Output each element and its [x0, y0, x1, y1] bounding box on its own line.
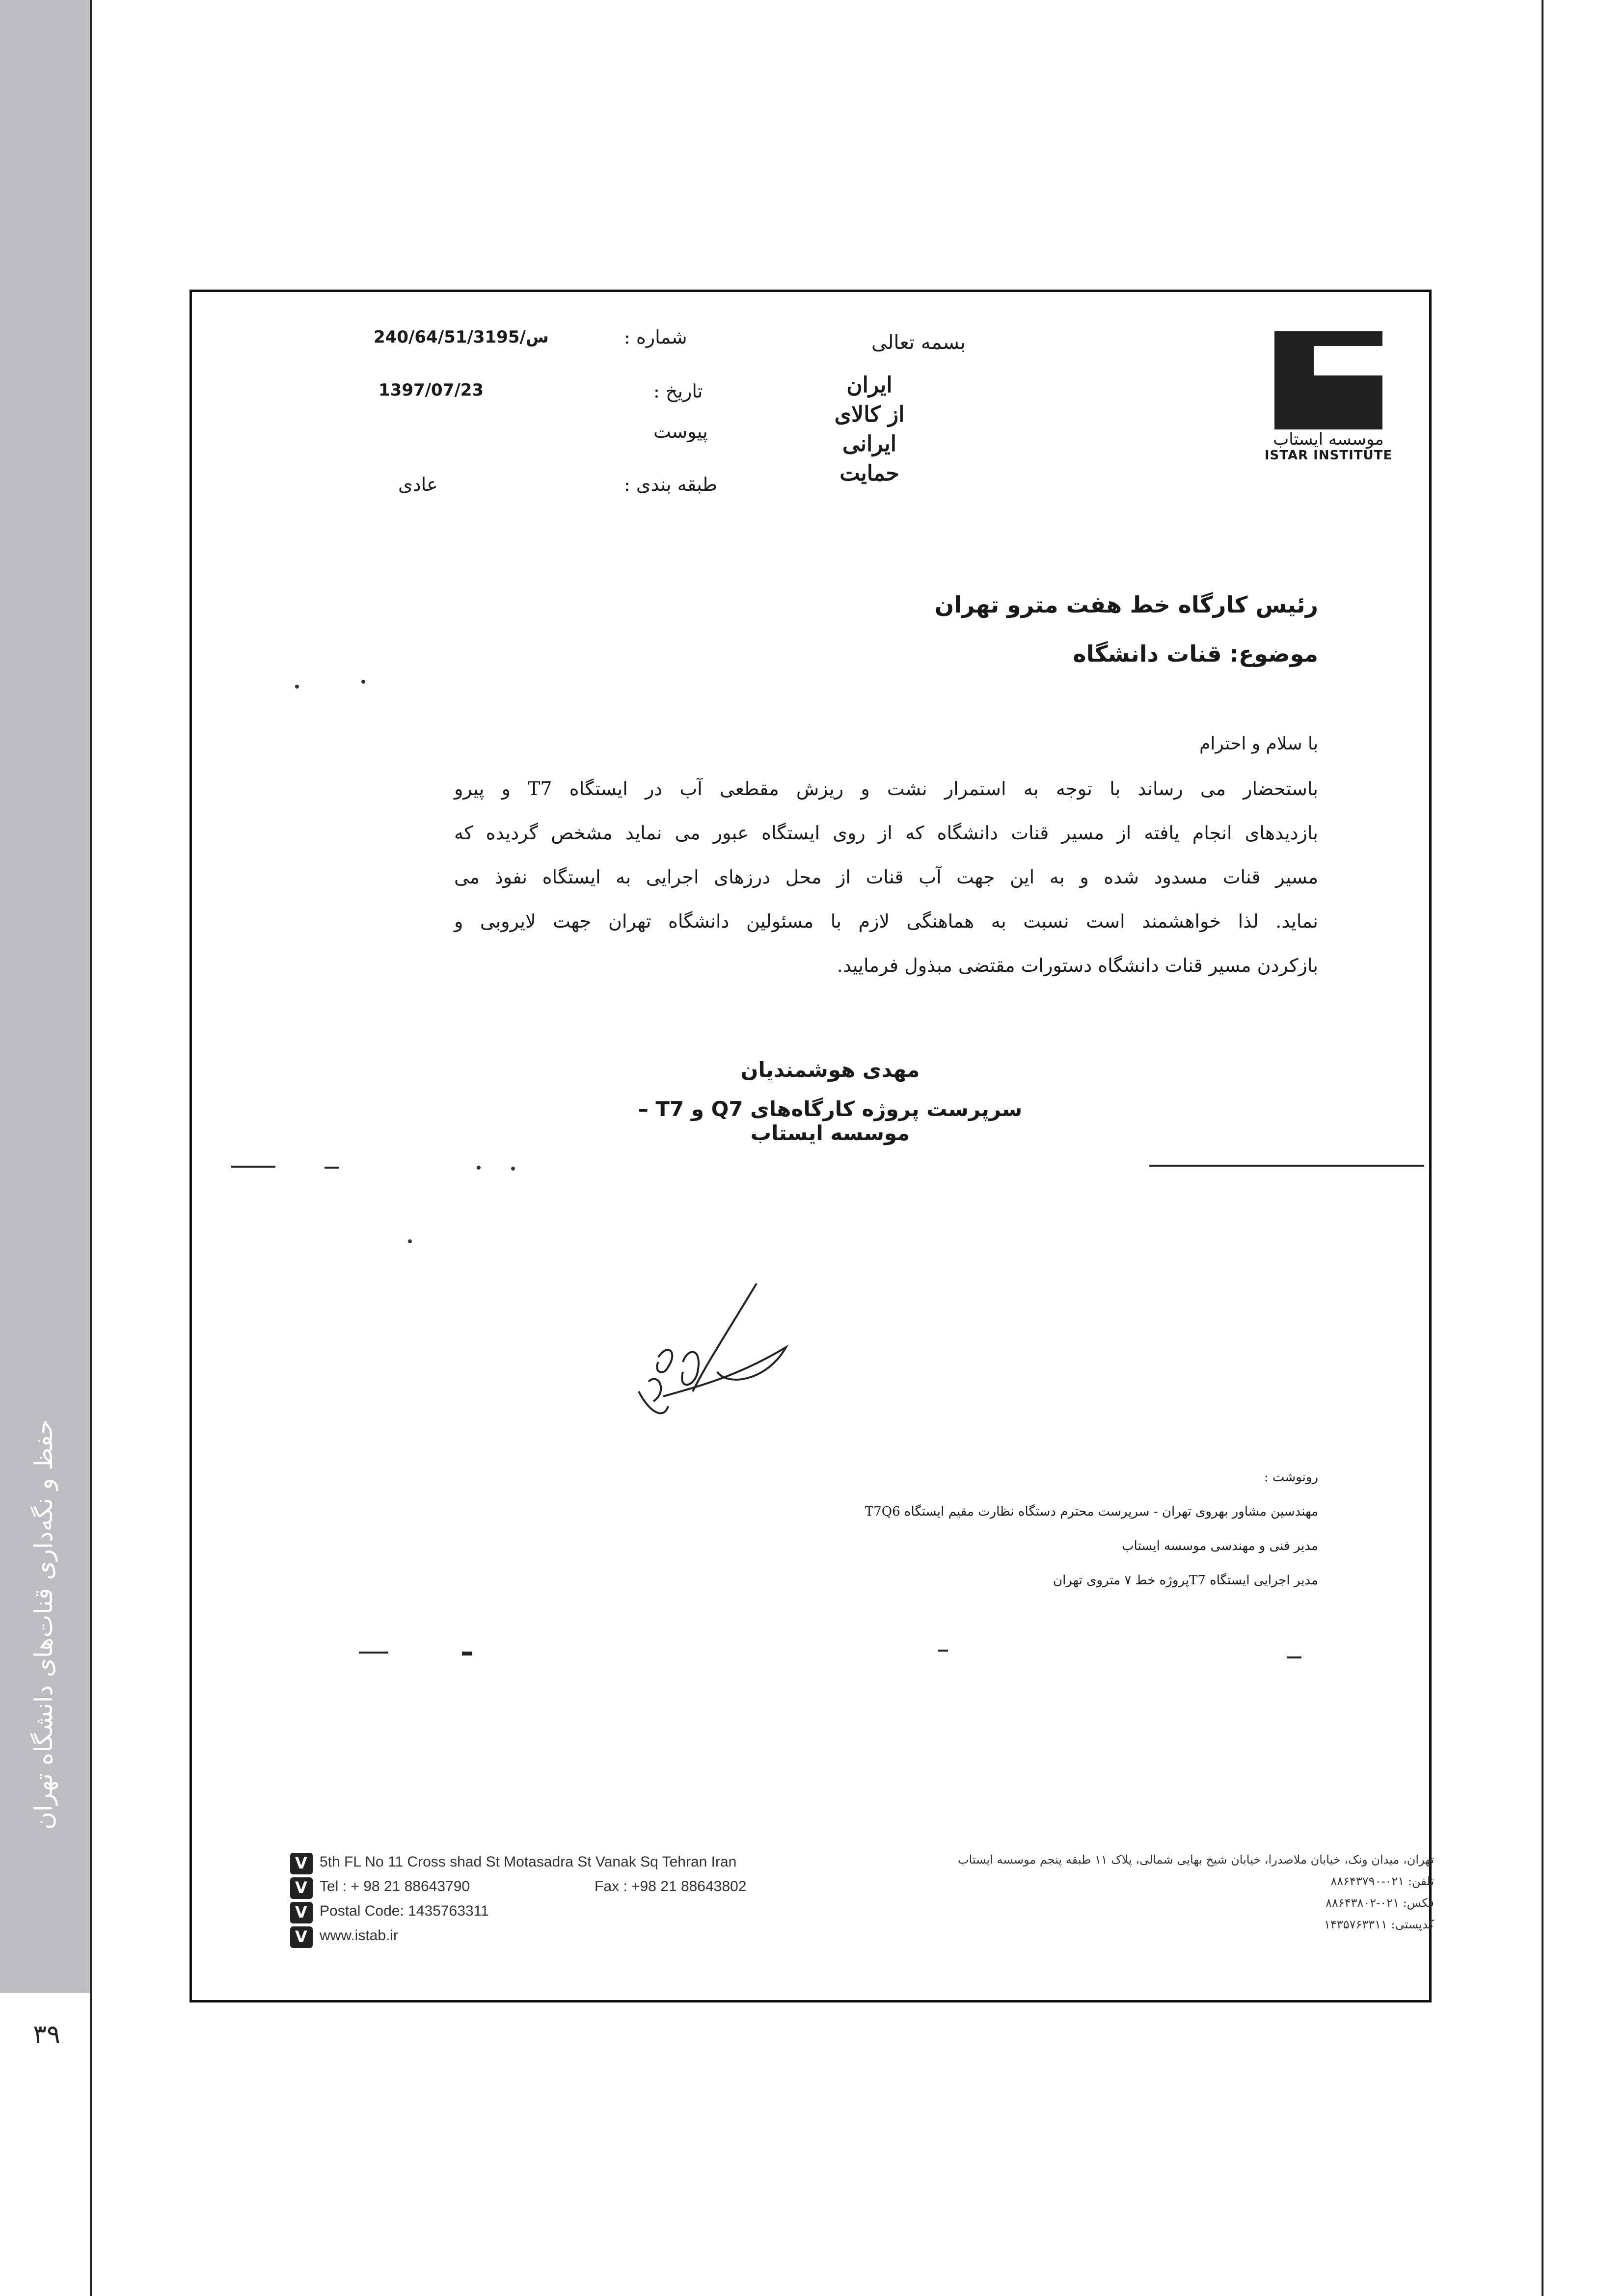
- scanned-letter: [189, 290, 1432, 2002]
- scan-mark: [938, 1650, 948, 1652]
- classification-value: عادی: [398, 474, 438, 495]
- scan-mark: [359, 1652, 388, 1654]
- logo-mark-icon: [1274, 331, 1382, 429]
- body-line: نماید. لذا خواهشمند است نسبت به هماهنگی لازم با مسئولین دانشگاه تهران جهت لایروبی و: [454, 910, 1318, 932]
- page-border-left: [90, 0, 92, 2296]
- scan-mark: [477, 1166, 481, 1170]
- greeting: با سلام و احترام: [1199, 734, 1318, 754]
- scan-mark: [511, 1167, 515, 1171]
- footer-fax: Fax : +98 21 88643802: [595, 1878, 747, 1895]
- scan-mark: [295, 685, 299, 689]
- cc-item: مهندسین مشاور بهروی تهران - سرپرست محترم دستگاه نظارت مقیم ایستگاه T7Q6: [865, 1504, 1318, 1519]
- sidebar-title: حفظ و نگه‌داری قنات‌های دانشگاه تهران: [29, 1419, 58, 1830]
- page-number: ۳۹: [33, 2020, 60, 2049]
- scan-mark: [231, 1166, 275, 1168]
- sidebar: [0, 0, 90, 1993]
- signer-title: سرپرست پروژه کارگاه‌های Q7 و T7 – موسسه ایستاب: [638, 1097, 1023, 1145]
- footer-postal: Postal Code: 1435763311: [320, 1903, 489, 1919]
- footer-tel-fa: تلفن: ۰۲۱-۸۸۶۴۳۷۹۰: [1330, 1874, 1434, 1888]
- scan-mark: [462, 1652, 472, 1655]
- signature: [609, 1274, 815, 1426]
- body-line: بازکردن مسیر قنات دانشگاه دستورات مقتضی مبذول فرمایید.: [837, 955, 1318, 976]
- footer-fax-fa: فکس: ۰۲۱-۸۸۶۴۳۸۰۲: [1326, 1896, 1434, 1910]
- attachment-label: پیوست: [653, 421, 708, 442]
- page-border-right: [1542, 0, 1543, 2296]
- footer-tel: Tel : + 98 21 88643790: [320, 1878, 470, 1895]
- footer-address-fa: تهران، میدان ونک، خیابان ملاصدرا، خیابان شیخ بهایی شمالی، پلاک ۱۱ طبقه پنجم موسسه ایستاب: [958, 1853, 1434, 1867]
- scan-mark: [325, 1167, 339, 1169]
- number-label: شماره :: [624, 326, 687, 348]
- body-line: بازدیدهای انجام یافته از مسیر قنات دانشگاه که از روی ایستگاه عبور می نماید مشخص گردیده که: [454, 822, 1318, 844]
- footer-address-en: 5th FL No 11 Cross shad St Motasadra St Vanak Sq Tehran Iran: [320, 1854, 737, 1870]
- phone-v-icon: [290, 1877, 313, 1899]
- iranian-goods-stamp: ایران از کالای ایرانی حمایت: [834, 373, 905, 486]
- date-value: 1397/07/23: [379, 380, 484, 400]
- classification-label: طبقه بندی :: [624, 474, 717, 495]
- scan-mark: [1149, 1165, 1424, 1167]
- signer-name: مهدی هوشمندیان: [740, 1058, 920, 1082]
- addressee: رئیس کارگاه خط هفت مترو تهران: [934, 591, 1318, 618]
- scan-mark: [361, 680, 365, 684]
- istab-logo: [1255, 331, 1402, 463]
- scan-mark: [1287, 1656, 1301, 1658]
- cc-item: مدیر اجرایی ایستگاه T7پروژه خط ۷ متروی تهران: [1053, 1573, 1318, 1588]
- body-line: مسیر قنات مسدود شده و به این جهت آب قنات از محل درزهای اجرایی به ایستگاه نفوذ می: [454, 866, 1318, 888]
- logo-name-en: ISTAR INSTITUTE: [1264, 448, 1393, 463]
- web-v-icon: [290, 1926, 313, 1948]
- number-value: 240/64/51/3195/س: [374, 327, 549, 347]
- cc-item: مدیر فنی و مهندسی موسسه ایستاب: [1121, 1539, 1318, 1553]
- body-line: باستحضار می رساند با توجه به استمرار نشت و ریزش مقطعی آب در ایستگاه T7 و پیرو: [454, 778, 1318, 800]
- footer-web: www.istab.ir: [320, 1927, 399, 1944]
- istab-v-icon: [290, 1853, 313, 1874]
- subject: موضوع: قنات دانشگاه: [1073, 641, 1318, 667]
- postal-v-icon: [290, 1902, 313, 1923]
- bismillah: بسمه تعالی: [871, 331, 966, 354]
- logo-name-fa: موسسه ایستاب: [1273, 429, 1384, 449]
- letterhead-footer: [290, 1853, 1434, 1946]
- scan-mark: [408, 1239, 412, 1243]
- cc-heading: رونوشت :: [1264, 1470, 1318, 1485]
- date-label: تاریخ :: [653, 380, 703, 402]
- footer-postal-fa: کدپستی: ۱۴۳۵۷۶۳۳۱۱: [1324, 1918, 1434, 1931]
